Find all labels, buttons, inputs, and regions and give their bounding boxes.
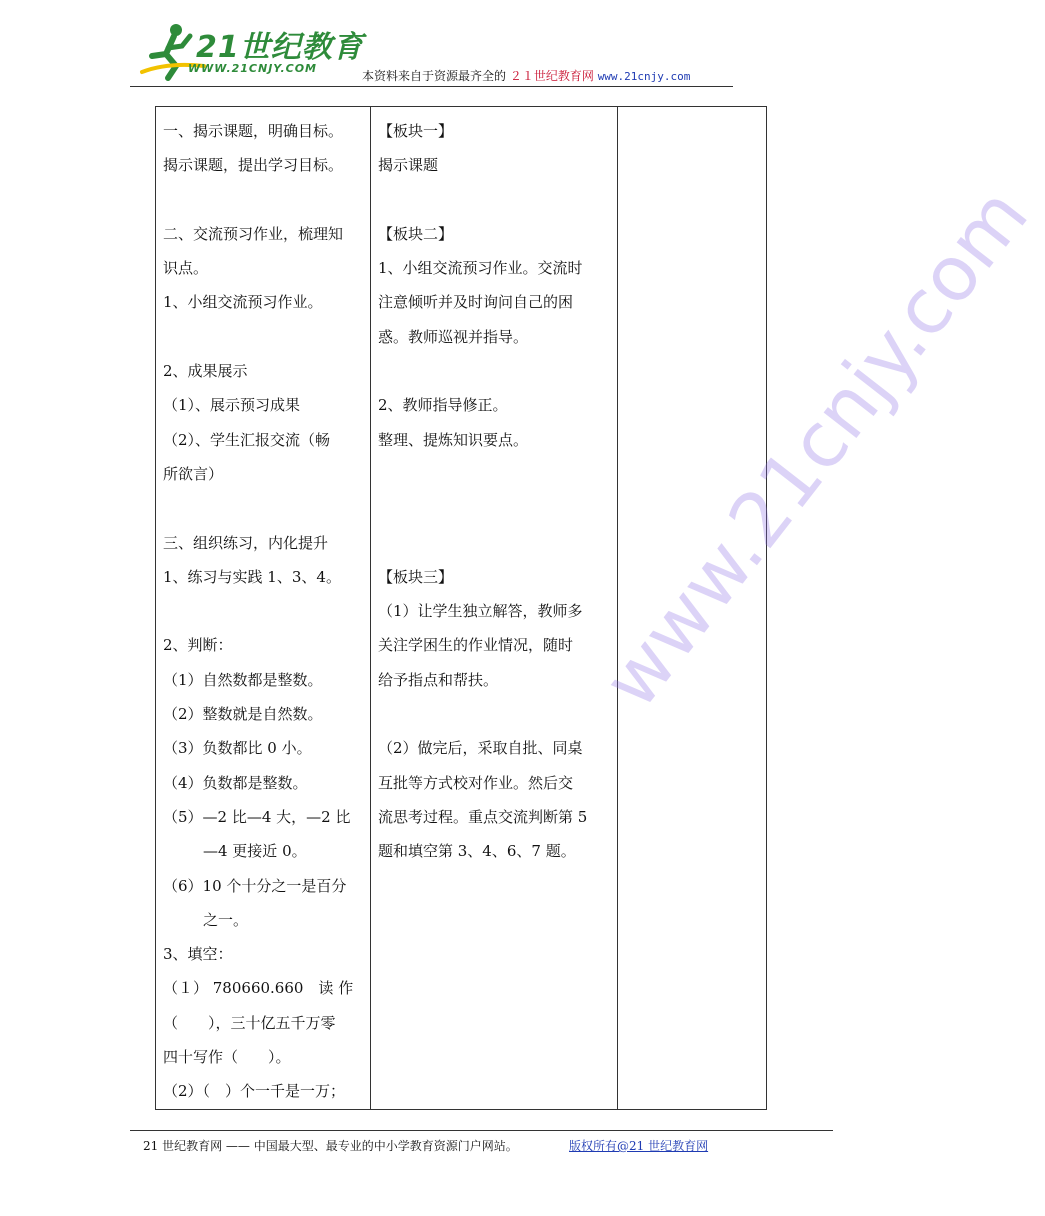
teaching-step-line: 二、交流预习作业，梳理知	[163, 224, 344, 243]
teacher-activity-line: 【板块三】	[378, 567, 454, 586]
teaching-step-line	[163, 320, 366, 354]
teaching-step-line: （ ），三十亿五千万零	[163, 1013, 336, 1032]
teacher-activity-line: 流思考过程。重点交流判断第 5	[378, 807, 588, 826]
teacher-activity-line	[378, 697, 613, 731]
teacher-activity-line: 整理、提炼知识要点。	[378, 430, 529, 449]
teacher-activity-line: 2、教师指导修正。	[378, 396, 508, 415]
teaching-step-line: （1）、展示预习成果	[163, 396, 301, 415]
notes-cell	[618, 107, 767, 1110]
teacher-activity-line: 惑。教师巡视并指导。	[378, 327, 529, 346]
teacher-activity-line	[378, 526, 613, 560]
table-row	[156, 107, 767, 1110]
teaching-step-line	[163, 594, 366, 628]
teaching-step-line: （2）（ ）个一千是一万；	[163, 1082, 346, 1101]
footer-copyright-link[interactable]: 版权所有@21 世纪教育网	[569, 1139, 709, 1153]
teaching-step-line: （5）—2 比—4 大，—2 比	[163, 807, 351, 826]
teaching-step-line: （6）10 个十分之一是百分	[163, 876, 347, 895]
teacher-activity-text	[371, 107, 617, 869]
teaching-step-line: 1、小组交流预习作业。	[163, 293, 323, 312]
teacher-activity-line	[378, 491, 613, 525]
teacher-activity-line	[378, 354, 613, 388]
teacher-activity-line	[378, 183, 613, 217]
footer-tagline: 21 世纪教育网 —— 中国最大型、最专业的中小学教育资源门户网站。	[143, 1139, 518, 1153]
header-site-url[interactable]: www.21cnjy.com	[597, 70, 691, 83]
teacher-activity-line: 【板块二】	[378, 224, 454, 243]
teacher-activity-line: 【板块一】	[378, 122, 454, 140]
teaching-steps-text	[156, 107, 370, 1109]
teaching-step-line: 一、揭示课题，明确目标。	[163, 122, 344, 140]
header-divider	[130, 86, 733, 87]
header-prefix: 本资料来自于资源最齐全的	[362, 69, 507, 83]
teaching-step-line: （2）、学生汇报交流（畅	[163, 430, 331, 449]
teacher-activity-line: 给予指点和帮扶。	[378, 670, 499, 689]
teacher-activity-line: 题和填空第 3、4、6、7 题。	[378, 842, 576, 861]
brand-url: WWW.21CNJY.COM	[188, 62, 317, 75]
teaching-step-line: 所欲言）	[163, 464, 224, 483]
teaching-step-line: （3）负数都比 0 小。	[163, 739, 312, 758]
teaching-step-line: 3、填空：	[163, 945, 233, 964]
teacher-activity-line: 互批等方式校对作业。然后交	[378, 773, 574, 792]
teacher-activity-line: 揭示课题	[378, 156, 439, 175]
teaching-step-line: 三、组织练习，内化提升	[163, 533, 329, 552]
page-header	[0, 0, 860, 110]
teaching-step-line: （2）整数就是自然数。	[163, 705, 323, 724]
teaching-step-line: （1）自然数都是整数。	[163, 670, 323, 689]
teaching-step-line: （4）负数都是整数。	[163, 773, 308, 792]
footer-divider	[130, 1130, 833, 1131]
lesson-plan-table	[155, 106, 767, 1110]
teacher-activity-line: 1、小组交流预习作业。交流时	[378, 259, 583, 278]
teaching-step-line: 揭示课题，提出学习目标。	[163, 156, 344, 175]
teaching-step-line: 四十写作（ ）。	[163, 1048, 291, 1067]
teacher-activity-line: （2）做完后，采取自批、同桌	[378, 739, 583, 758]
teaching-step-line: 识点。	[163, 259, 209, 278]
teaching-step-line: 之一。	[203, 910, 249, 929]
teaching-step-line	[163, 183, 366, 217]
teacher-activity-line: 关注学困生的作业情况，随时	[378, 636, 574, 655]
teaching-step-line: 2、判断：	[163, 636, 233, 655]
teacher-activity-cell	[371, 107, 618, 1110]
brand-name: 21世纪教育	[196, 30, 364, 65]
header-site-name[interactable]: ２１世纪教育网	[509, 69, 594, 83]
teaching-step-line: 2、成果展示	[163, 362, 248, 381]
header-source-line	[362, 67, 690, 84]
teacher-activity-line: （1）让学生独立解答，教师多	[378, 602, 583, 621]
watermark-text: www.21cnjy.com	[585, 171, 1045, 725]
teacher-activity-line	[378, 457, 613, 491]
teaching-step-line: —4 更接近 0。	[203, 842, 307, 861]
teaching-step-line: 1、练习与实践 1、3、4。	[163, 567, 341, 586]
teaching-step-line	[163, 491, 366, 525]
site-logo[interactable]	[138, 22, 364, 84]
teaching-step-line: （１） 780660.660 读 作	[163, 979, 354, 998]
teacher-activity-line: 注意倾听并及时询问自己的困	[378, 293, 574, 312]
teaching-steps-cell	[156, 107, 371, 1110]
